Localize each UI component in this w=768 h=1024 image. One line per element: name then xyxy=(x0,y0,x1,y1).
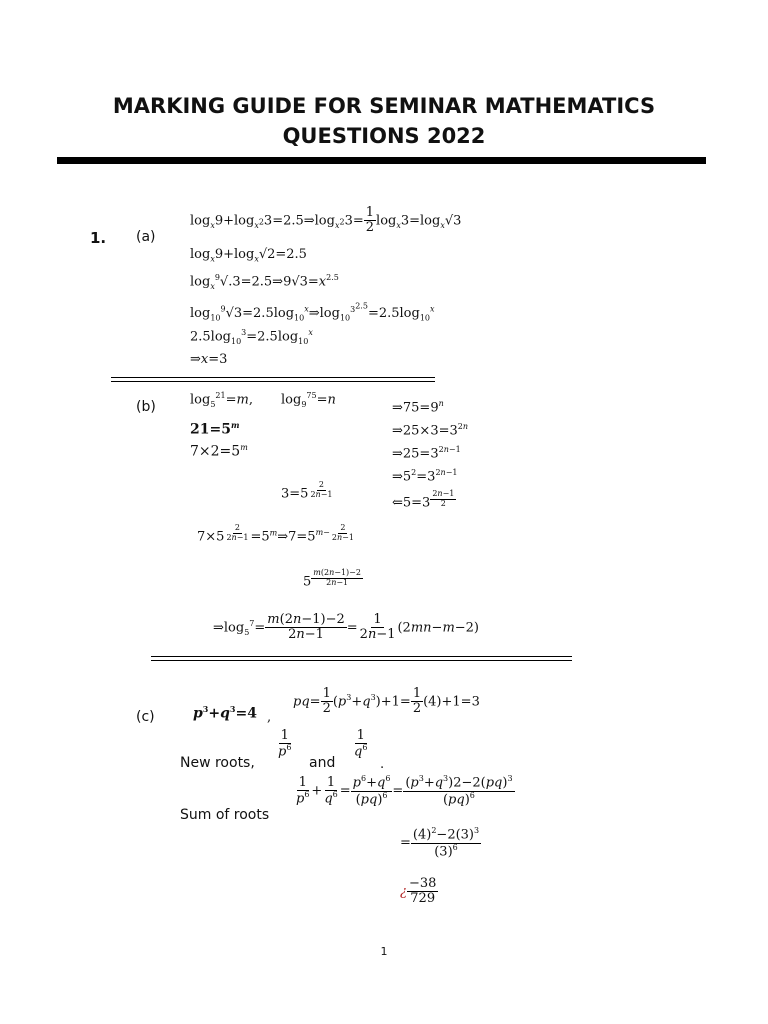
part-b-label: (b) xyxy=(136,399,156,415)
part-b-right-1: $\Rightarrow 75=9^n$ xyxy=(392,399,444,416)
page-title-line-1: MARKING GUIDE FOR SEMINAR MATHEMATICS xyxy=(112,94,656,118)
part-b-right-4: $\Rightarrow 5^2=3^{2n-1}$ xyxy=(392,468,458,485)
title-rule xyxy=(57,157,706,164)
part-c-pq: pq= $\frac{1}{2}$ $(p^3+q^3)+1=$ $\frac{1}{2}$ (4)+1=3 xyxy=(293,686,480,717)
part-b-mid-3: 5 $^{\frac{m(2n-1)-2}{2n-1}}$ xyxy=(303,568,361,590)
part-b-right-5: ⇐5=3 $^{\frac{2n-1}{2}}$ xyxy=(392,489,455,511)
part-b-mid-1: 3=5 $^{\frac{2}{2n-1}}$ xyxy=(281,480,333,502)
sum-of-roots-label: Sum of roots xyxy=(180,807,270,823)
part-b-right-3: $\Rightarrow 25=3^{2n-1}$ xyxy=(392,445,461,462)
new-root-2: $\frac{1}{q^6}$ xyxy=(354,728,368,760)
part-b-mid-2: 7×5 $^{\frac{2}{2n-1}}$ $=5^m\Rightarrow 7=5^{m- \frac{2}{2n-1}}$ xyxy=(197,523,354,545)
part-c-given: $p^3+q^3=4$ xyxy=(193,704,257,722)
part-b-line-1: $21=5^m$ xyxy=(190,420,240,438)
sum-of-roots-line-2: = $\frac{(4)^2-2(3)^3}{(3)^6}$ xyxy=(400,826,480,859)
part-b-given-1: $\log_5^{21}=m$, xyxy=(190,391,253,409)
separator-a xyxy=(111,377,435,382)
part-a-label: (a) xyxy=(136,229,156,245)
part-b-line-2: $7\times 2=5^m$ xyxy=(190,443,248,460)
part-b-given-2: $\log_9^{75}=n$ xyxy=(281,391,336,409)
sum-of-roots-line-1: $\frac{1}{p^6}$ + $\frac{1}{q^6}$ = $\frac{p^6+q^6}{(pq)^6}$ = $\frac{(p^3+q^3)2-2(pq)^3}{(pq)^6}$ xyxy=(296,774,513,807)
part-a-line-2: $\log_x9+\log_x√2=2.5$ xyxy=(190,247,307,264)
part-b-result: $\Rightarrow\log_5^7=$ $\frac{m(2n-1)-2}{2n-1}$ = $\frac{1}{2n-1}$ (2mn−m−2) xyxy=(213,612,480,643)
part-c-comma: , xyxy=(267,710,272,725)
page-number: 1 xyxy=(380,945,388,958)
part-a-line-5: $2.5\log_{10}^3=2.5\log_{10}^x$ xyxy=(190,328,313,346)
question-number: 1. xyxy=(90,229,107,247)
part-b-right-2: $\Rightarrow 25\times 3=3^{2n}$ xyxy=(392,422,469,439)
page-title-line-2: QUESTIONS 2022 xyxy=(282,124,486,148)
new-roots-label: New roots, xyxy=(180,755,255,771)
new-root-1: $\frac{1}{p^6}$ xyxy=(278,728,292,760)
separator-b xyxy=(151,656,572,661)
and-label: and xyxy=(309,755,336,771)
part-c-label: (c) xyxy=(136,709,155,725)
new-roots-period: . xyxy=(380,757,385,772)
part-a-line-3: $\log_x^9√.3=2.5\Rightarrow 9√3=x^{2.5}$ xyxy=(190,273,339,291)
sum-of-roots-line-3: ¿ $\frac{-38}{729}$ xyxy=(400,876,437,907)
part-a-line-1: $\log_x9+\log_{x^2}3=2.5\Rightarrow\log_{x^2}3=$ $\frac{1}{2}$ $\log_x3=\log_x√3$ xyxy=(190,205,462,236)
part-a-line-6: ⇒x=3 xyxy=(190,352,228,367)
part-a-line-4: $\log_{10}^9√3=2.5\log_{10}^x\Rightarrow\log_{10}^{3^{2.5}}=2.5\log_{10}^x$ xyxy=(190,301,435,323)
